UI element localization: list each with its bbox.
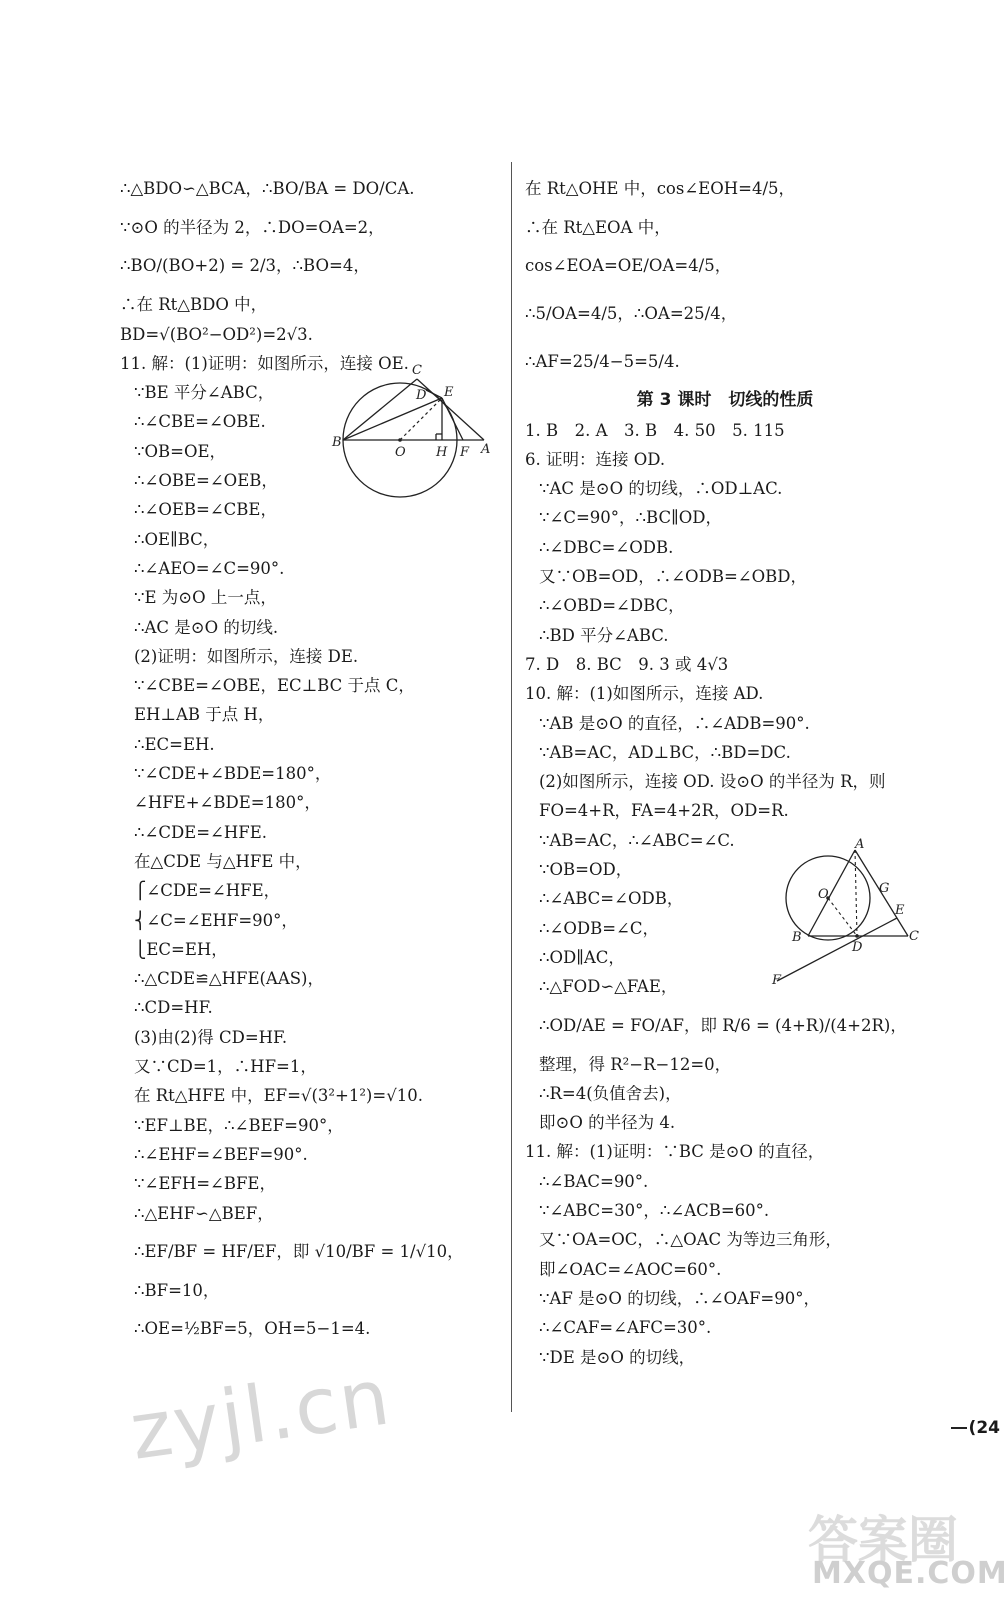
- text-line: BD=√(BO²−OD²)=2√3.: [120, 324, 313, 344]
- text-line: ∴∠CAF=∠AFC=30°.: [539, 1318, 712, 1338]
- text-line: ∴∠CBE=∠OBE.: [134, 412, 266, 432]
- label-a: A: [481, 442, 491, 457]
- text-line: ∴在 Rt△BDO 中，: [120, 295, 268, 315]
- text-line: ∵AB 是⊙O 的直径，∴∠ADB=90°.: [539, 713, 810, 733]
- label-c: C: [909, 929, 919, 944]
- text-line: ∴∠ODB=∠C，: [539, 918, 659, 938]
- text-line: ∴5/OA=4/5，∴OA=25/4，: [525, 304, 738, 324]
- text-line: ∵AF 是⊙O 的切线，∴∠OAF=90°，: [539, 1288, 820, 1308]
- text-line: 1. B 2. A 3. B 4. 50 5. 115: [525, 420, 785, 440]
- text-line: ∵AB=AC，∴∠ABC=∠C.: [539, 830, 735, 850]
- text-line: ∴OD∥AC，: [539, 947, 625, 967]
- watermark-daanquan: 答案圈: [808, 1511, 958, 1569]
- text-line: ∴∠DBC=∠ODB.: [539, 537, 674, 557]
- label-e: E: [895, 903, 905, 918]
- text-line: ∴∠ABC=∠ODB，: [539, 889, 684, 909]
- right-column: [525, 165, 965, 1372]
- text-line: 又∵OA=OC，∴△OAC 为等边三角形，: [539, 1230, 842, 1250]
- text-line: ∴OE∥BC，: [134, 529, 220, 549]
- text-line: ∴EC=EH.: [134, 734, 215, 754]
- text-line: 又∵CD=1，∴HF=1，: [134, 1057, 317, 1077]
- text-line: ∴∠OBE=∠OEB，: [134, 471, 278, 491]
- text-line: ∵⊙O 的半径为 2，∴DO=OA=2，: [120, 218, 385, 237]
- text-line: ∵OB=OD，: [539, 860, 633, 880]
- label-d: D: [852, 940, 863, 955]
- text-line: ∵∠C=90°，∴BC∥OD，: [539, 508, 722, 528]
- text-line: ∴BF=10，: [134, 1280, 220, 1300]
- text-line: 11. 解：(1)证明：如图所示，连接 OE.: [120, 353, 409, 373]
- text-line: ∴CD=HF.: [134, 998, 213, 1018]
- text-line: ∴OE=½BF=5，OH=5−1=4.: [134, 1319, 371, 1339]
- text-line: ∵∠ABC=30°，∴∠ACB=60°.: [539, 1201, 770, 1221]
- text-line: ∴△CDE≌△HFE(AAS)，: [134, 969, 324, 989]
- text-line: ⎩EC=EH，: [134, 939, 228, 959]
- text-line: ⎧∠CDE=∠HFE，: [134, 881, 281, 901]
- label-h: H: [436, 445, 448, 460]
- text-line: 即∠OAC=∠AOC=60°.: [539, 1259, 722, 1279]
- text-line: 6. 证明：连接 OD.: [525, 449, 666, 469]
- text-line: 11. 解：(1)证明：∵BC 是⊙O 的直径，: [525, 1142, 825, 1162]
- text-line: cos∠EOA=OE/OA=4/5，: [525, 256, 732, 276]
- text-line: ∴AF=25/4−5=5/4.: [525, 352, 680, 372]
- label-a: A: [855, 837, 865, 852]
- section-heading: 第 3 课时 切线的性质: [636, 390, 814, 411]
- text-line: (2)如图所示，连接 OD. 设⊙O 的半径为 R，则: [539, 772, 886, 792]
- text-line: ∵DE 是⊙O 的切线，: [539, 1347, 696, 1367]
- label-e: E: [444, 385, 454, 400]
- column-divider: [511, 162, 512, 1412]
- text-line: 在 Rt△HFE 中，EF=√(3²+1²)=√10.: [134, 1086, 423, 1106]
- label-g: G: [879, 881, 890, 896]
- text-line: FO=4+R，FA=4+2R，OD=R.: [539, 801, 789, 821]
- text-line: ∵OB=OE，: [134, 441, 227, 461]
- text-line: ∴△EHF∽△BEF，: [134, 1203, 274, 1223]
- text-line: 10. 解：(1)如图所示，连接 AD.: [525, 684, 764, 704]
- text-line: ∵∠EFH=∠BFE，: [134, 1174, 276, 1194]
- label-b: B: [792, 930, 802, 945]
- label-o: O: [395, 445, 406, 460]
- text-line: ∴∠EHF=∠BEF=90°.: [134, 1144, 308, 1164]
- page-number: (24: [951, 1418, 1000, 1438]
- text-line: 在△CDE 与△HFE 中，: [134, 851, 312, 871]
- text-line: ∵∠CBE=∠OBE，EC⊥BC 于点 C，: [134, 676, 415, 696]
- label-o: O: [818, 887, 829, 902]
- label-f: F: [772, 973, 782, 988]
- text-line: ∴△FOD∽△FAE，: [539, 977, 678, 997]
- text-line: 即⊙O 的半径为 4.: [539, 1113, 676, 1133]
- text-line: ∵E 为⊙O 上一点，: [134, 588, 277, 608]
- text-line: ∴∠AEO=∠C=90°.: [134, 558, 285, 578]
- text-line: ∴OD/AE = FO/AF，即 R/6 = (4+R)/(4+2R)，: [539, 1015, 907, 1035]
- circle-tangent-figure-right: [772, 837, 925, 988]
- text-line: (2)证明：如图所示，连接 DE.: [134, 646, 359, 666]
- label-c: C: [412, 363, 422, 378]
- text-line: ∴AC 是⊙O 的切线.: [134, 617, 279, 637]
- text-line: ∵BE 平分∠ABC，: [134, 383, 275, 403]
- text-line: 在 Rt△OHE 中，cos∠EOH=4/5，: [525, 179, 796, 198]
- label-d: D: [416, 388, 427, 403]
- text-line: ∴∠OEB=∠CBE，: [134, 500, 277, 520]
- text-line: ∴BD 平分∠ABC.: [539, 625, 669, 645]
- text-line: ∴∠CDE=∠HFE.: [134, 822, 267, 842]
- text-line: ∴△BDO∽△BCA，∴BO/BA = DO/CA.: [120, 179, 415, 198]
- watermark-zyjl: zyjl.cn: [125, 1352, 397, 1478]
- text-line: ∴BO/(BO+2) = 2/3，∴BO=4，: [120, 256, 370, 276]
- text-line: ∵∠CDE+∠BDE=180°，: [134, 764, 332, 784]
- left-column: [120, 165, 500, 1353]
- label-f: F: [460, 445, 470, 460]
- text-line: ∵AB=AC，AD⊥BC，∴BD=DC.: [539, 742, 791, 762]
- text-line: 7. D 8. BC 9. 3 或 4√3: [525, 654, 729, 674]
- label-b: B: [332, 435, 342, 450]
- text-line: 整理，得 R²−R−12=0，: [539, 1054, 732, 1074]
- text-line: 又∵OB=OD，∴∠ODB=∠OBD，: [539, 567, 807, 587]
- text-line: ∴R=4(负值舍去)，: [539, 1083, 682, 1103]
- circle-tangent-figure-left: [332, 362, 498, 512]
- text-line: EH⊥AB 于点 H，: [134, 705, 275, 725]
- text-line: ∴在 Rt△EOA 中，: [525, 218, 671, 237]
- text-line: ∴EF/BF = HF/EF，即 √10/BF = 1/√10，: [134, 1241, 464, 1261]
- text-line: ∴∠BAC=90°.: [539, 1171, 649, 1191]
- text-line: ∵EF⊥BE，∴∠BEF=90°，: [134, 1115, 344, 1135]
- watermark-mxqe: MXQE.COM: [812, 1556, 1008, 1591]
- text-line: ∠HFE+∠BDE=180°，: [134, 793, 321, 813]
- text-line: ∴∠OBD=∠DBC，: [539, 596, 685, 616]
- text-line: ⎨∠C=∠EHF=90°，: [134, 910, 298, 930]
- text-line: ∵AC 是⊙O 的切线，∴OD⊥AC.: [539, 479, 783, 499]
- text-line: (3)由(2)得 CD=HF.: [134, 1027, 288, 1047]
